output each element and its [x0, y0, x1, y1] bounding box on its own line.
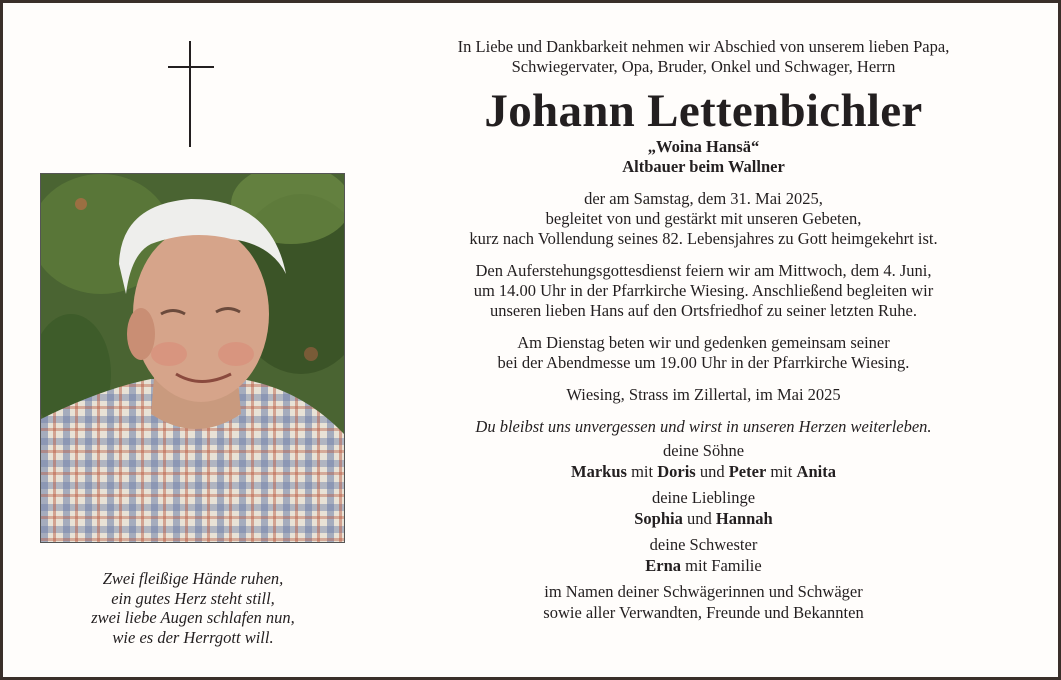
grandkid-name: Sophia [634, 508, 683, 528]
grandkid-name: Hannah [715, 508, 773, 528]
occupation: Altbauer beim Wallner [622, 157, 785, 176]
grandkids-group [401, 488, 1006, 529]
place-date [401, 385, 1006, 405]
nickname: „Woina Hansä“ [647, 137, 760, 156]
verse-line: Zwei fleißige Hände ruhen, [102, 569, 284, 588]
son-name: Markus [571, 461, 627, 481]
spouse-name: Anita [796, 461, 836, 481]
verse-line: ein gutes Herz steht still, [111, 588, 275, 608]
sons-group [401, 441, 1006, 482]
sons-names [401, 462, 1006, 483]
prayer-info [401, 333, 1006, 373]
connector: mit [631, 461, 654, 481]
cross-icon [168, 41, 216, 147]
memorial-verse [23, 569, 363, 647]
sons-label: deine Söhne [662, 441, 745, 460]
prayer-line: bei der Abendmesse um 19.00 Uhr in der Pfarrkirche Wiesing. [497, 353, 910, 372]
place-date-line: Wiesing, Strass im Zillertal, im Mai 2025 [566, 385, 841, 404]
death-notice [401, 189, 1006, 249]
sister-label: deine Schwester [649, 535, 758, 554]
connector: und [687, 508, 712, 528]
sister-name: Erna [645, 555, 682, 575]
closing-line: im Namen deiner Schwägerinnen und Schwäger [544, 582, 863, 601]
portrait-photo [40, 173, 345, 543]
sister-suffix: mit Familie [685, 555, 762, 575]
verse-line: wie es der Herrgott will. [112, 627, 274, 647]
son-name: Peter [728, 461, 767, 481]
death-line: kurz nach Vollendung seines 82. Lebensjahres zu Gott heimgekehrt ist. [469, 229, 938, 248]
funeral-info [401, 261, 1006, 321]
funeral-line: Den Auferstehungsgottesdienst feiern wir am Mittwoch, dem 4. Juni, [475, 261, 932, 280]
family-list [401, 441, 1006, 623]
intro-line: In Liebe und Dankbarkeit nehmen wir Abschied von unserem lieben Papa, [457, 37, 950, 56]
funeral-line: um 14.00 Uhr in der Pfarrkirche Wiesing. Anschließend begleiten wir [473, 281, 934, 300]
grandkids-names [401, 509, 1006, 530]
intro-text [401, 37, 1006, 77]
closing-line: sowie aller Verwandten, Freunde und Bekannten [543, 602, 864, 622]
verse-line: zwei liebe Augen schlafen nun, [91, 608, 295, 627]
sister-names [401, 556, 1006, 577]
sister-group [401, 535, 1006, 576]
intro-line: Schwiegervater, Opa, Bruder, Onkel und Schwager, Herrn [511, 57, 896, 76]
prayer-line: Am Dienstag beten wir und gedenken gemeinsam seiner [517, 333, 890, 352]
spouse-name: Doris [657, 461, 696, 481]
death-line: der am Samstag, dem 31. Mai 2025, [584, 189, 823, 208]
grandkids-label: deine Lieblinge [651, 488, 756, 507]
connector: und [699, 461, 725, 481]
death-line: begleitet von und gestärkt mit unseren Gebeten, [545, 209, 862, 228]
deceased-name: Johann Lettenbichler [484, 85, 923, 137]
funeral-line: unseren lieben Hans auf den Ortsfriedhof zu seiner letzten Ruhe. [489, 301, 917, 320]
closing-group [401, 582, 1006, 623]
farewell-line: Du bleibst uns unvergessen und wirst in unseren Herzen weiterleben. [475, 417, 932, 436]
connector: mit [770, 461, 793, 481]
obituary-text [401, 37, 1006, 623]
